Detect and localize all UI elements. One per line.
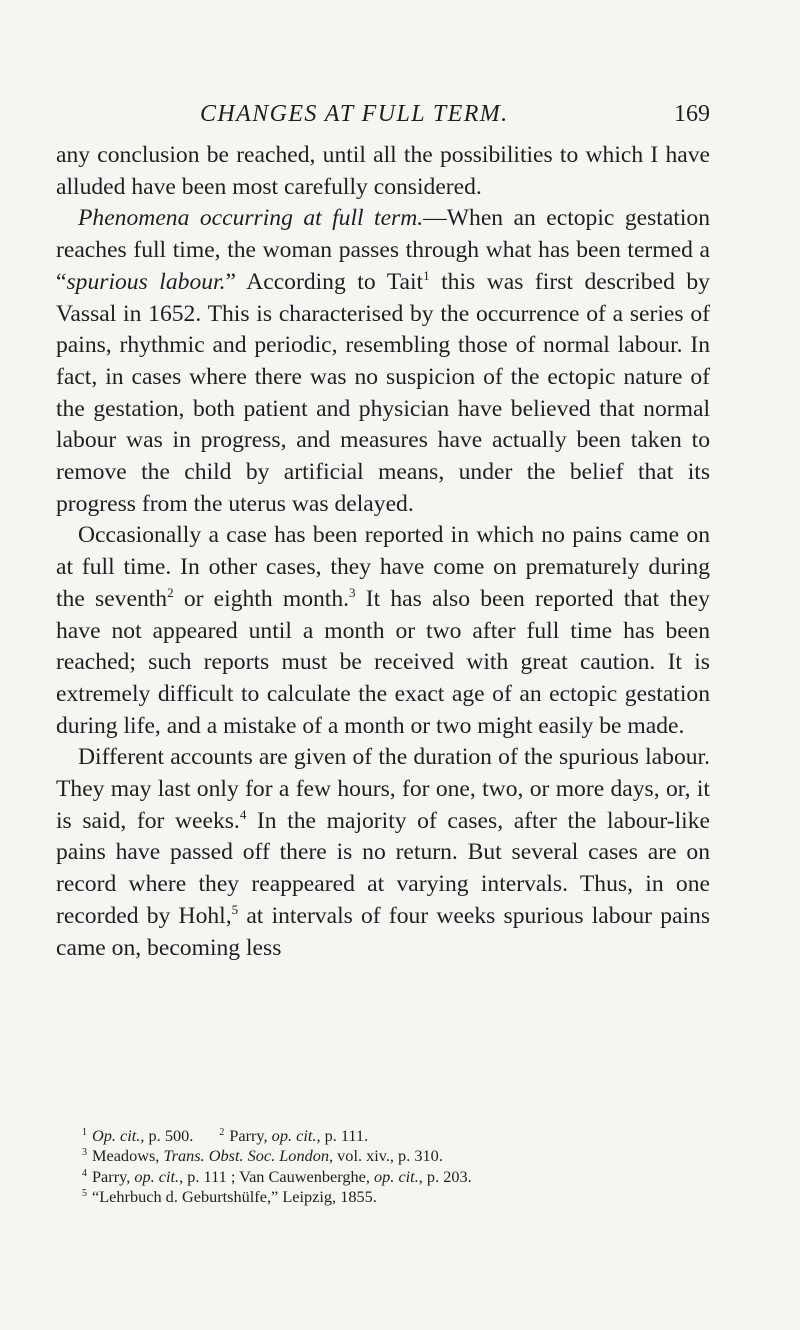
footnote-ref-2: 2 xyxy=(167,584,174,600)
paragraph-4-text-c: at intervals of four weeks spurious labour pains came on, becoming less xyxy=(56,902,711,961)
paragraph-2-text-a: —When an ectopic gestation reaches full time, the woman passes through what has been termed a “ xyxy=(56,205,711,295)
footnotes xyxy=(82,1126,722,1208)
footnote-number: 2 xyxy=(219,1127,225,1138)
footnote-ref-5: 5 xyxy=(231,901,239,917)
footnote-italic: Op. cit. xyxy=(92,1126,141,1145)
footnote-text: Parry, xyxy=(229,1126,272,1145)
footnote-number: 1 xyxy=(82,1127,87,1138)
footnote-number: 5 xyxy=(82,1188,87,1200)
footnote-text: , vol. xiv., p. 310. xyxy=(329,1146,443,1166)
section-heading: Phenomena occurring at full term. xyxy=(78,205,424,232)
paragraph-3-text-b: or eighth month. xyxy=(173,585,350,612)
footnote-italic: op. cit. xyxy=(374,1166,419,1186)
footnote-text: , p. 111 ; Van Cauwenberghe, xyxy=(179,1166,375,1186)
paragraph-4 xyxy=(56,742,710,964)
body-text xyxy=(56,140,710,964)
footnote-row-1-2 xyxy=(82,1126,722,1146)
footnote-row-5 xyxy=(82,1187,722,1207)
footnote-number: 4 xyxy=(82,1167,87,1179)
footnote-italic: op. cit. xyxy=(271,1126,317,1145)
footnote-ref-4: 4 xyxy=(239,806,247,822)
footnote-ref-1: 1 xyxy=(423,267,430,283)
paragraph-2-text-c: this was first described by Vassal in 1652. This is characterised by the occurrence of a series of pains, rhythmic and periodic, resembling those of normal labour. In fact, in cases where there was no suspicion of the ectopic nature of the gestation, both patient and physician have believed that normal labour was in progress, and measures have actually been taken to remove the child by artificial means, under the belief that its progress from the uterus was delayed. xyxy=(56,268,710,517)
page-header xyxy=(200,101,710,131)
footnote-text: Parry, xyxy=(92,1166,135,1186)
running-head: CHANGES AT FULL TERM. xyxy=(200,101,509,127)
paragraph-2-text-b: ” According to Tait xyxy=(225,268,424,295)
page-number: 169 xyxy=(674,101,710,127)
footnote-text: Meadows, xyxy=(92,1146,164,1166)
paragraph-3-text-c: It has also been reported that they have not appeared until a month or two after full time has been reached; such reports must be received with great caution. It is extremely difficult to calculate the exact age of an ectopic gestation during life, and a mistake of a month or two might easily be made. xyxy=(56,585,710,739)
footnote-text: “Lehrbuch d. Geburtshülfe,” Leipzig, 1855. xyxy=(92,1187,377,1207)
footnote-row-3 xyxy=(82,1146,722,1166)
footnote-text: , p. 111. xyxy=(316,1126,369,1145)
paragraph-4-text-b: In the majority of cases, after the labour-like pains have passed off there is no return. But several cases are on record where they reappeared at varying intervals. Thus, in one recorded by Hohl, xyxy=(56,807,710,929)
paragraph-2 xyxy=(56,203,710,520)
footnote-row-4 xyxy=(82,1167,722,1187)
paragraph-1-text: any conclusion be reached, until all the possibilities to which I have alluded have been most carefully considered. xyxy=(56,142,710,200)
footnote-ref-3: 3 xyxy=(349,584,356,600)
footnote-text: , p. 500. xyxy=(140,1126,194,1145)
footnote-italic: op. cit. xyxy=(134,1166,180,1186)
paragraph-3 xyxy=(56,520,710,742)
paragraph-4-text-a: Different accounts are given of the duration of the spurious labour. They may last only for a few hours, for one, two, or more days, or, it is said, for weeks. xyxy=(56,744,710,834)
paragraph-1 xyxy=(56,140,710,203)
paragraph-3-text-a: Occasionally a case has been reported in which no pains came on at full time. In other cases, they have come on prematurely during the seventh xyxy=(56,522,710,612)
footnote-text: , p. 203. xyxy=(418,1166,472,1186)
spurious-labour-term: spurious labour. xyxy=(66,268,226,295)
footnote-italic: Trans. Obst. Soc. London xyxy=(163,1146,330,1166)
footnote-number: 3 xyxy=(82,1147,87,1159)
